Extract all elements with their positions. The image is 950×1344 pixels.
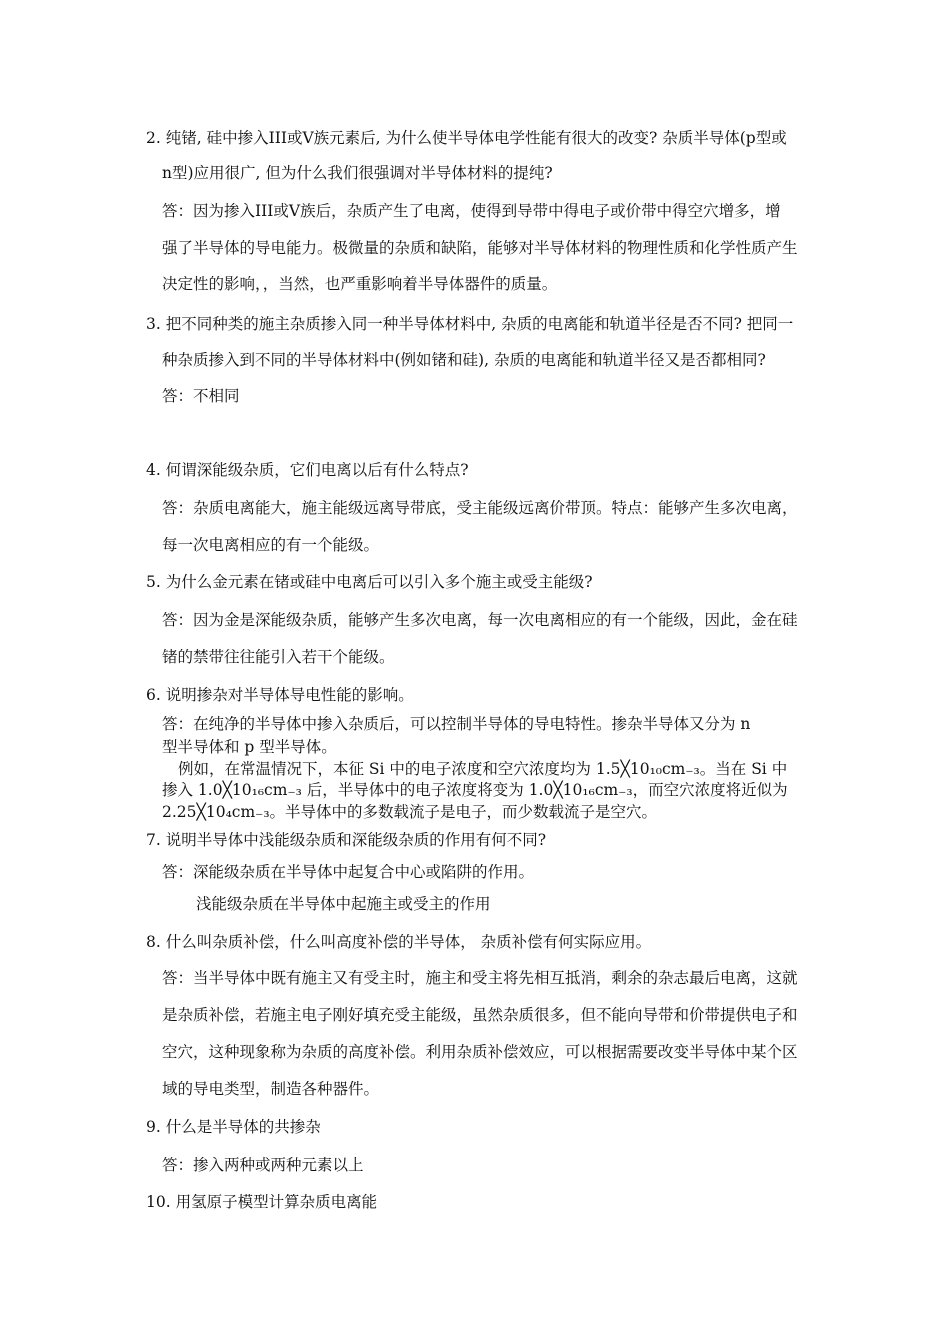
answer-6-line-2: 型半导体和 p 型半导体。 — [162, 738, 337, 756]
answer-9-line-1: 答：掺入两种或两种元素以上 — [162, 1156, 364, 1174]
question-3-line-2: 种杂质掺入到不同的半导体材料中(例如锗和硅), 杂质的电离能和轨道半径又是否都相同? — [162, 351, 766, 369]
answer-8-line-3: 空穴，这种现象称为杂质的高度补偿。利用杂质补偿效应，可以根据需要改变半导体中某个区 — [162, 1043, 798, 1061]
answer-6-line-5: 2.25╳10₄cm₋₃。半导体中的多数载流子是电子，而少数载流子是空穴。 — [162, 803, 658, 821]
answer-4-line-1: 答：杂质电离能大，施主能级远离导带底，受主能级远离价带顶。特点：能够产生多次电离， — [162, 499, 798, 517]
answer-7-line-1: 答：深能级杂质在半导体中起复合中心或陷阱的作用。 — [162, 863, 535, 881]
answer-2-line-1: 答：因为掺入III或V族后，杂质产生了电离，使得到导带中得电子或价带中得空穴增多，增 — [162, 202, 781, 220]
answer-4-line-2: 每一次电离相应的有一个能级。 — [162, 536, 380, 554]
answer-5-line-2: 锗的禁带往往能引入若干个能级。 — [162, 648, 395, 666]
answer-8-line-1: 答：当半导体中既有施主又有受主时，施主和受主将先相互抵消，剩余的杂志最后电离，这就 — [162, 969, 798, 987]
question-2-line-1: 2. 纯锗, 硅中掺入III或V族元素后, 为什么使半导体电学性能有很大的改变? 杂质半导体(p型或 — [146, 129, 787, 147]
answer-2-line-3: 决定性的影响，，当然，也严重影响着半导体器件的质量。 — [162, 275, 558, 293]
question-3-line-1: 3. 把不同种类的施主杂质掺入同一种半导体材料中, 杂质的电离能和轨道半径是否不同? 把同一 — [146, 315, 794, 333]
answer-8-line-4: 域的导电类型，制造各种器件。 — [162, 1080, 380, 1098]
answer-6-line-1: 答：在纯净的半导体中掺入杂质后，可以控制半导体的导电特性。掺杂半导体又分为 n — [162, 715, 751, 733]
question-5-line-1: 5. 为什么金元素在锗或硅中电离后可以引入多个施主或受主能级? — [146, 573, 593, 591]
question-8-line-1: 8. 什么叫杂质补偿，什么叫高度补偿的半导体， 杂质补偿有何实际应用。 — [146, 933, 652, 951]
question-7-line-1: 7. 说明半导体中浅能级杂质和深能级杂质的作用有何不同? — [146, 831, 547, 849]
answer-5-line-1: 答：因为金是深能级杂质，能够产生多次电离，每一次电离相应的有一个能级，因此，金在硅 — [162, 611, 798, 629]
answer-6-line-3: 例如，在常温情况下，本征 Si 中的电子浓度和空穴浓度均为 1.5╳10₁₀cm₋₃。当在 Si 中 — [178, 760, 788, 778]
answer-8-line-2: 是杂质补偿，若施主电子刚好填充受主能级，虽然杂质很多，但不能向导带和价带提供电子和 — [162, 1006, 798, 1024]
question-4-line-1: 4. 何谓深能级杂质，它们电离以后有什么特点? — [146, 461, 469, 479]
question-10-line-1: 10. 用氢原子模型计算杂质电离能 — [146, 1193, 378, 1211]
answer-6-line-4: 掺入 1.0╳10₁₆cm₋₃ 后，半导体中的电子浓度将变为 1.0╳10₁₆cm₋₃，而空穴浓度将近似为 — [162, 781, 788, 799]
answer-2-line-2: 强了半导体的导电能力。极微量的杂质和缺陷，能够对半导体材料的物理性质和化学性质产生 — [162, 239, 798, 257]
question-9-line-1: 9. 什么是半导体的共掺杂 — [146, 1118, 321, 1136]
question-6-line-1: 6. 说明掺杂对半导体导电性能的影响。 — [146, 686, 414, 704]
answer-3-line-1: 答：不相同 — [162, 387, 240, 405]
answer-7-line-2: 浅能级杂质在半导体中起施主或受主的作用 — [196, 895, 491, 913]
question-2-line-2: n型)应用很广, 但为什么我们很强调对半导体材料的提纯? — [162, 164, 553, 182]
